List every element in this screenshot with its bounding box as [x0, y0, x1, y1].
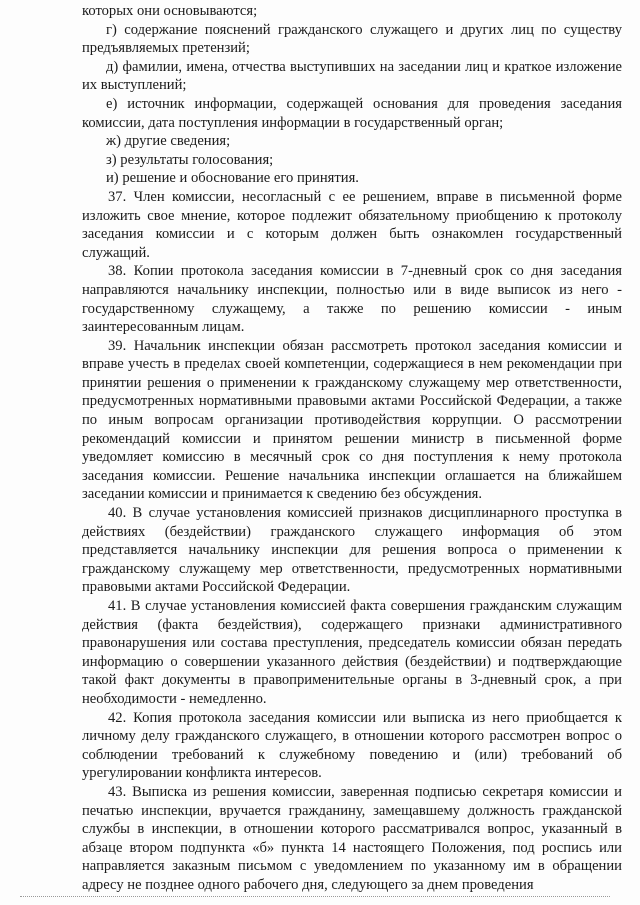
list-item-d: д) фамилии, имена, отчества выступивших на заседании лиц и краткое изложение их выступлений;: [82, 58, 622, 94]
paragraph-40: 40. В случае установления комиссией признаков дисциплинарного проступка в действиях (бездействии) гражданского служащего информация об этом представляется начальнику инспекции для решения вопроса о применении к гражданскому служащему мер ответственности, предусмотренных нормативными правовыми актами Российской Федерации.: [82, 505, 622, 596]
paragraph-continuation: которых они основываются;: [82, 3, 258, 19]
list-item-e: е) источник информации, содержащей основания для проведения заседания комиссии, дата поступления информации в государственный орган;: [82, 95, 622, 131]
paragraph-42: 42. Копия протокола заседания комиссии или выписка из него приобщается к личному делу гражданского служащего, в отношении которого рассмотрен вопрос о соблюдении требований к служебному поведению и (или) требований об урегулировании конфликта интересов.: [82, 709, 622, 782]
scan-edge-line: [20, 896, 610, 897]
list-item-g: г) содержание пояснений гражданского служащего и других лиц по существу предъявляемых претензий;: [82, 21, 622, 57]
document-body: [82, 2, 622, 895]
paragraph-37: 37. Член комиссии, несогласный с ее решением, вправе в письменной форме изложить свое мнение, которое подлежит обязательному приобщению к протоколу заседания комиссии и с которым должен быть ознакомлен государственный служащий.: [82, 188, 622, 261]
paragraph-43: 43. Выписка из решения комиссии, заверенная подписью секретаря комиссии и печатью инспекции, вручается гражданину, замещавшему должность гражданской службы в инспекции, в отношении которого рассматривался вопрос, указанный в абзаце втором подпункта «б» пункта 14 настоящего Положения, под роспись или направляется заказным письмом с уведомлением по указанному им в обращении адресу не позднее одного рабочего дня, следующего за днем проведения: [82, 783, 622, 893]
paragraph-41: 41. В случае установления комиссией факта совершения гражданским служащим действия (факта бездействия), содержащего признаки административного правонарушения или состава преступления, председатель комиссии обязан передать информацию о совершении указанного действия (бездействии) и подтверждающие такой факт документы в правоприменительные органы в 3-дневный срок, а при необходимости - немедленно.: [82, 598, 622, 707]
list-item-z: з) результаты голосования;: [106, 151, 274, 168]
paragraph-38: 38. Копии протокола заседания комиссии в 7-дневный срок со дня заседания направляются начальнику инспекции, полностью или в виде выписок из него - государственному служащему, а также по решению комиссии - иным заинтересованным лицам.: [82, 263, 622, 336]
list-item-zh: ж) другие сведения;: [106, 133, 231, 150]
paragraph-39: 39. Начальник инспекции обязан рассмотреть протокол заседания комиссии и вправе учесть в пределах своей компетенции, содержащиеся в нем рекомендации при принятии решения о применении к гражданскому служащему мер ответственности, предусмотренных нормативными правовыми актами Российской Федерации, а также по иным вопросам организации противодействия коррупции. О рассмотрении рекомендаций комиссии и принятом решении министр в письменной форме уведомляет комиссию в месячный срок со дня поступления к нему протокола заседания комиссии. Решение начальника инспекции оглашается на ближайшем заседании комиссии и принимается к сведению без обсуждения.: [82, 337, 622, 503]
list-item-i: и) решение и обоснование его принятия.: [106, 170, 359, 187]
